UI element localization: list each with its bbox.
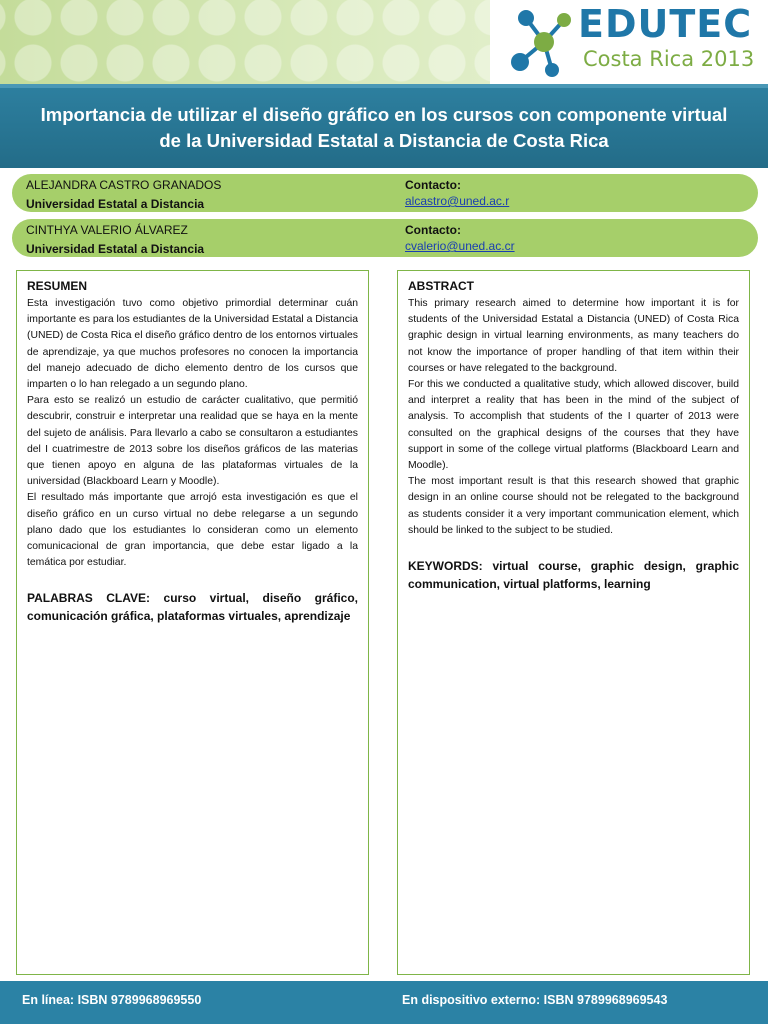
author-row <box>12 219 758 257</box>
logo-title: EDUTEC <box>578 2 753 46</box>
resumen-paragraph: El resultado más importante que arrojó esta investigación es que el diseño gráfico en un curso virtual no debe relegarse a un segundo plano dado que los estudiantes lo consideran como un elemento comunicacional de gran importancia, que debe estar ligado a la temática por estudiar. <box>27 492 358 569</box>
author-institution: Universidad Estatal a Distancia <box>26 242 205 256</box>
resumen-paragraph: Esta investigación tuvo como objetivo primordial determinar cuán importante es para los estudiantes de la Universidad Estatal a Distancia (UNED) de Costa Rica el diseño gráfico dentro de los entornos virtuales de aprendizaje, ya que muchos profesores no conocen la importancia del manejo adecuado de dicho elemento dentro de los cursos que imparten o lo han relegado a un segundo plano. <box>27 298 358 391</box>
author-institution: Universidad Estatal a Distancia <box>26 197 205 211</box>
abstract-paragraph: This primary research aimed to determine how important it is for students of the Universidad Estatal a Distancia (UNED) of Costa Rica graphic design in virtual learning environments, as many teachers do not know the importance of proper handling of that item within their courses or have relegated to the background. <box>408 298 739 374</box>
online-isbn: En línea: ISBN 9789968969550 <box>22 993 202 1007</box>
abstract-paragraph: For this we conducted a qualitative study, which allowed discover, build and interpret a reality that has been in the mind of the subject of analysis. To accomplish that students of the I quarter of 2013 were consulted on the graphical designs of the courses that they have support in some of the college virtual platforms (Blackboard Learn and Moodle). <box>408 379 739 472</box>
device-isbn: En dispositivo externo: ISBN 9789968969543 <box>402 993 668 1007</box>
author-row <box>12 174 758 212</box>
author-email-link[interactable]: cvalerio@uned.ac.cr <box>405 239 515 253</box>
footer-band <box>0 981 768 1024</box>
header-pattern <box>0 0 490 84</box>
logo-subtitle: Costa Rica 2013 <box>583 47 755 71</box>
contact-label: Contacto: <box>405 223 461 237</box>
palabras-clave: PALABRAS CLAVE: curso virtual, diseño gráfico, comunicación gráfica, plataformas virtuales, aprendizaje <box>27 591 358 624</box>
author-name: CINTHYA VALERIO ÁLVAREZ <box>26 223 188 237</box>
contact-label: Contacto: <box>405 178 461 192</box>
resumen-paragraph: Para esto se realizó un estudio de carácter cualitativo, que permitió descubrir, construir e interpretar una realidad que se haya en la mente del sujeto de análisis. Para llevarlo a cabo se consultaron a estudiantes del I cuatrimestre de 2013 sobre los diseños gráficos de las materias que tienen apoyo en alguna de las plataformas virtuales de la universidad (Blackboard Learn y Moodle). <box>27 395 358 488</box>
resumen-heading: RESUMEN <box>27 279 88 293</box>
molecule-icon <box>506 4 576 80</box>
abstract-paragraph: The most important result is that this research showed that graphic design in an online course should not be relegated to the background as students consider it a very important communication element, which should be linked to the subject to be studied. <box>408 476 739 536</box>
edutec-logo <box>490 0 768 84</box>
header-band <box>0 0 768 84</box>
abstract-heading: ABSTRACT <box>408 279 474 293</box>
author-name: ALEJANDRA CASTRO GRANADOS <box>26 178 222 192</box>
resumen-panel <box>16 270 369 975</box>
paper-title: Importancia de utilizar el diseño gráfico en los cursos con componente virtual de la Universidad Estatal a Distancia de Costa Rica <box>40 104 728 151</box>
author-email-link[interactable]: alcastro@uned.ac.r <box>405 194 510 208</box>
keywords: KEYWORDS: virtual course, graphic design, graphic communication, virtual platforms, learning <box>408 559 739 592</box>
abstract-panel <box>397 270 750 975</box>
title-band <box>0 84 768 168</box>
